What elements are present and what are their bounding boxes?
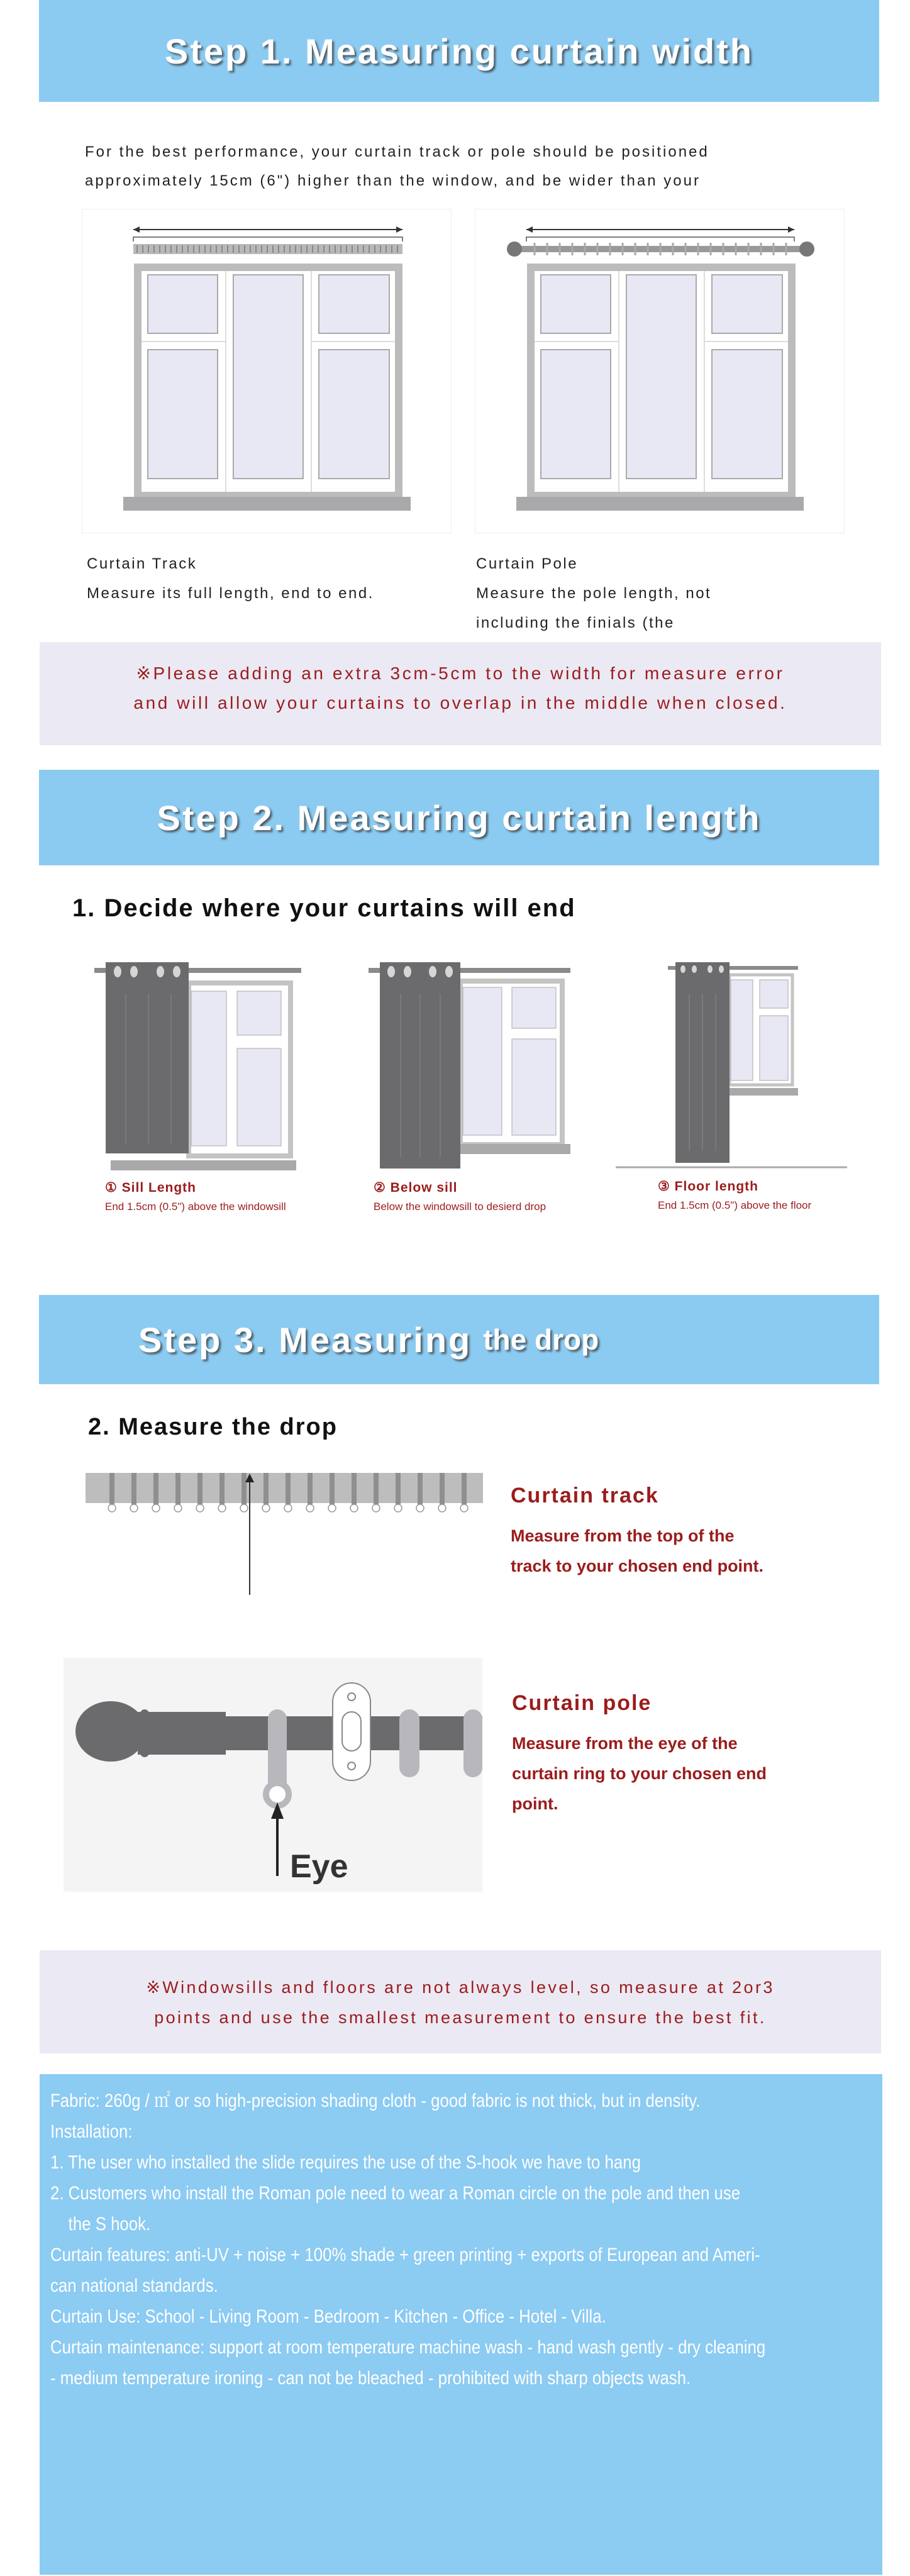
info-line: the S hook. bbox=[50, 2214, 151, 2235]
eye-label: Eye bbox=[290, 1848, 348, 1885]
note-line: ※Windowsills and floors are not always level, so measure at 2or3 bbox=[146, 1978, 775, 1997]
intro-line: For the best performance, your curtain track or pole should be positioned bbox=[85, 143, 709, 160]
desc-line: curtain ring to your chosen end bbox=[512, 1764, 767, 1783]
curtain-pole-title: Curtain pole bbox=[512, 1691, 652, 1715]
info-line: - medium temperature ironing - can not be bleached - prohibited with sharp objects wash. bbox=[50, 2368, 691, 2389]
desc-line: Measure from the top of the bbox=[511, 1526, 735, 1545]
option-label: ③ Floor length bbox=[658, 1179, 758, 1194]
desc-line: point. bbox=[512, 1794, 558, 1813]
floor-length-illustration bbox=[616, 962, 847, 1167]
curtain-track-drop-illustration bbox=[86, 1472, 483, 1597]
desc-line: track to your chosen end point. bbox=[511, 1557, 764, 1575]
curtain-pole-window-illustration bbox=[475, 209, 845, 533]
step2-title: Step 2. Measuring curtain length bbox=[157, 797, 762, 838]
level-note bbox=[40, 1950, 881, 2053]
option-desc: Below the windowsill to desierd drop bbox=[374, 1201, 547, 1213]
option-below-sill bbox=[374, 1180, 546, 1213]
option-sill-length bbox=[105, 1180, 286, 1213]
step3-title-a: Step 3. Measuring bbox=[138, 1319, 472, 1360]
note-line: points and use the smallest measurement to ensure the best fit. bbox=[154, 2008, 767, 2027]
curtain-pole-desc bbox=[512, 1728, 767, 1819]
info-line: Curtain Use: School - Living Room - Bedroom - Kitchen - Office - Hotel - Villa. bbox=[50, 2306, 606, 2327]
option-label: ① Sill Length bbox=[105, 1180, 196, 1195]
caption-title: Curtain Track bbox=[87, 555, 197, 572]
curtain-track-desc bbox=[511, 1521, 763, 1581]
curtain-pole-eye-illustration bbox=[64, 1658, 482, 1892]
note-line: and will allow your curtains to overlap in the middle when closed. bbox=[133, 693, 787, 713]
product-info-panel bbox=[40, 2074, 882, 2575]
curtain-length-illustrations bbox=[0, 943, 910, 1182]
info-line: 2. Customers who install the Roman pole need to wear a Roman circle on the pole and then use bbox=[50, 2183, 741, 2204]
curtain-track-window-illustration bbox=[82, 209, 452, 533]
width-note bbox=[40, 642, 881, 745]
curtain-track-info bbox=[511, 1484, 763, 1581]
info-line: Curtain maintenance: support at room temperature machine wash - hand wash gently - dry cleaning bbox=[50, 2337, 766, 2358]
curtain-track-caption bbox=[87, 549, 374, 608]
step2-header bbox=[39, 770, 879, 865]
sill-length-illustration bbox=[94, 962, 301, 1170]
caption-title: Curtain Pole bbox=[476, 555, 579, 572]
option-desc: End 1.5cm (0.5") above the floor bbox=[658, 1199, 812, 1211]
info-line: 1. The user who installed the slide requires the use of the S-hook we have to hang bbox=[50, 2152, 641, 2173]
step1-title: Step 1. Measuring curtain width bbox=[164, 31, 754, 71]
step1-intro bbox=[85, 138, 709, 196]
option-label: ② Below sill bbox=[374, 1180, 458, 1195]
curtain-pole-info bbox=[512, 1691, 767, 1819]
intro-line: approximately 15cm (6") higher than the window, and be wider than your bbox=[85, 172, 701, 189]
below-sill-illustration bbox=[369, 962, 570, 1169]
step3-subtitle: 2. Measure the drop bbox=[88, 1414, 338, 1440]
info-line: Installation: bbox=[50, 2121, 133, 2142]
option-floor-length bbox=[658, 1179, 811, 1212]
step2-subtitle: 1. Decide where your curtains will end bbox=[72, 894, 576, 922]
info-line: Curtain features: anti-UV + noise + 100% shade + green printing + exports of European and Ameri- bbox=[50, 2245, 760, 2265]
step1-header bbox=[39, 0, 879, 102]
info-line: Fabric: 260g / ㎡ or so high-precision shading cloth - good fabric is not thick, but in density. bbox=[50, 2090, 701, 2111]
caption-desc: Measure its full length, end to end. bbox=[87, 585, 374, 602]
curtain-pole-caption bbox=[476, 549, 711, 638]
option-desc: End 1.5cm (0.5") above the windowsill bbox=[105, 1201, 286, 1213]
desc-line: Measure from the eye of the bbox=[512, 1734, 738, 1753]
curtain-track-title: Curtain track bbox=[511, 1484, 659, 1507]
caption-desc: Measure the pole length, not bbox=[476, 585, 712, 602]
step3-title-b: the drop bbox=[483, 1323, 599, 1356]
caption-desc: including the finials (the bbox=[476, 614, 675, 631]
info-line: can national standards. bbox=[50, 2275, 218, 2296]
note-line: ※Please adding an extra 3cm-5cm to the width for measure error bbox=[136, 663, 785, 683]
step3-header bbox=[39, 1295, 879, 1384]
